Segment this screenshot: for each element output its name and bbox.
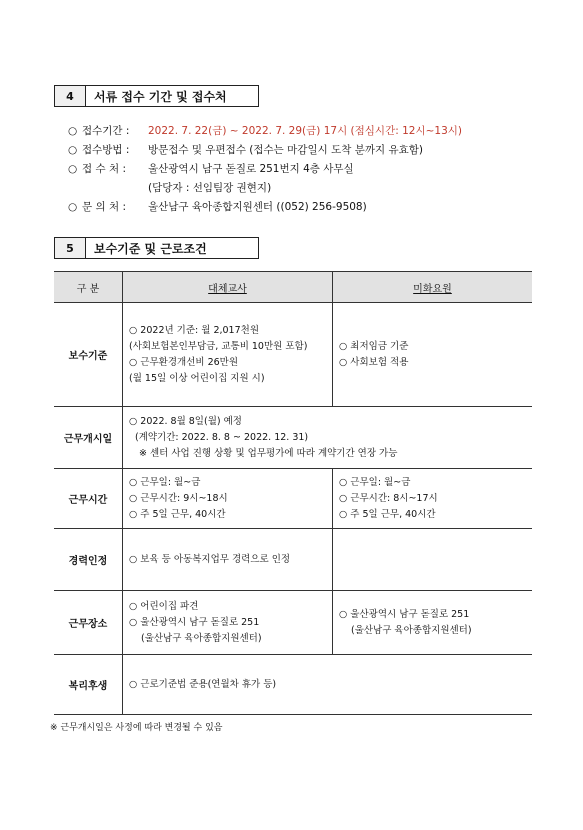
- section-5-header: [54, 237, 259, 259]
- header-category: 구 분: [54, 272, 123, 303]
- application-info-list: [68, 122, 462, 217]
- list-item: ○ 접수방법 : 방문접수 및 우편접수 (접수는 마감일시 도착 분까지 유효함): [68, 144, 423, 156]
- section-4-header: [54, 85, 259, 107]
- table-row: 근무개시일 ○ 2022. 8월 8일(월) 예정 (계약기간: 2022. 8. 8 ~ 2022. 12. 31) ※ 센터 사업 진행 상황 및 업무평가에 따라 계약기간 연장 가능: [54, 407, 532, 469]
- table-row: 경력인정 ○ 보육 등 아동복지업무 경력으로 인정: [54, 529, 532, 591]
- table-row: 복리후생 ○ 근로기준법 준용(연월차 휴가 등): [54, 655, 532, 715]
- section-number: 4: [54, 85, 86, 107]
- section-number: 5: [54, 237, 86, 259]
- section-title: 서류 접수 기간 및 접수처: [86, 85, 259, 107]
- list-item: ○ 접 수 처 : 울산광역시 남구 돋질로 251번지 4층 사무실: [68, 163, 354, 175]
- list-item: (담당자 : 선임팀장 권현지): [148, 182, 272, 194]
- table-row: 근무장소 ○ 어린이집 파견 ○ 울산광역시 남구 돋질로 251 (울산남구 육아종합지원센터) ○ 울산광역시 남구 돋질로 251 (울산남구 육아종합지원센터): [54, 591, 532, 655]
- list-item: ○ 문 의 처 : 울산남구 육아종합지원센터 ((052) 256-9508): [68, 201, 367, 213]
- application-period-value: 2022. 7. 22(금) ~ 2022. 7. 29(금) 17시 (점심시간: 12시~13시): [148, 125, 462, 137]
- table-row: 보수기준 ○ 2022년 기준: 월 2,017천원 (사회보험본인부담금, 교통비 10만원 포함) ○ 근무환경개선비 26만원 (월 15일 이상 어린이집 지원 시) ○ 최저임금 기준 ○ 사회보험 적용: [54, 303, 532, 407]
- list-item: ○ 접수기간 : 2022. 7. 22(금) ~ 2022. 7. 29(금) 17시 (점심시간: 12시~13시): [68, 122, 462, 141]
- header-substitute-teacher: 대체교사: [123, 272, 333, 303]
- table-header-row: [54, 272, 532, 303]
- header-cleaning-staff: 미화요원: [333, 272, 533, 303]
- table-row: 근무시간 ○ 근무일: 월~금 ○ 근무시간: 9시~18시 ○ 주 5일 근무, 40시간 ○ 근무일: 월~금 ○ 근무시간: 8시~17시 ○ 주 5일 근무, 40시간: [54, 469, 532, 529]
- section-title: 보수기준 및 근로조건: [86, 237, 259, 259]
- footnote: ※ 근무개시일은 사정에 따라 변경될 수 있음: [50, 723, 223, 733]
- conditions-table: [54, 271, 532, 715]
